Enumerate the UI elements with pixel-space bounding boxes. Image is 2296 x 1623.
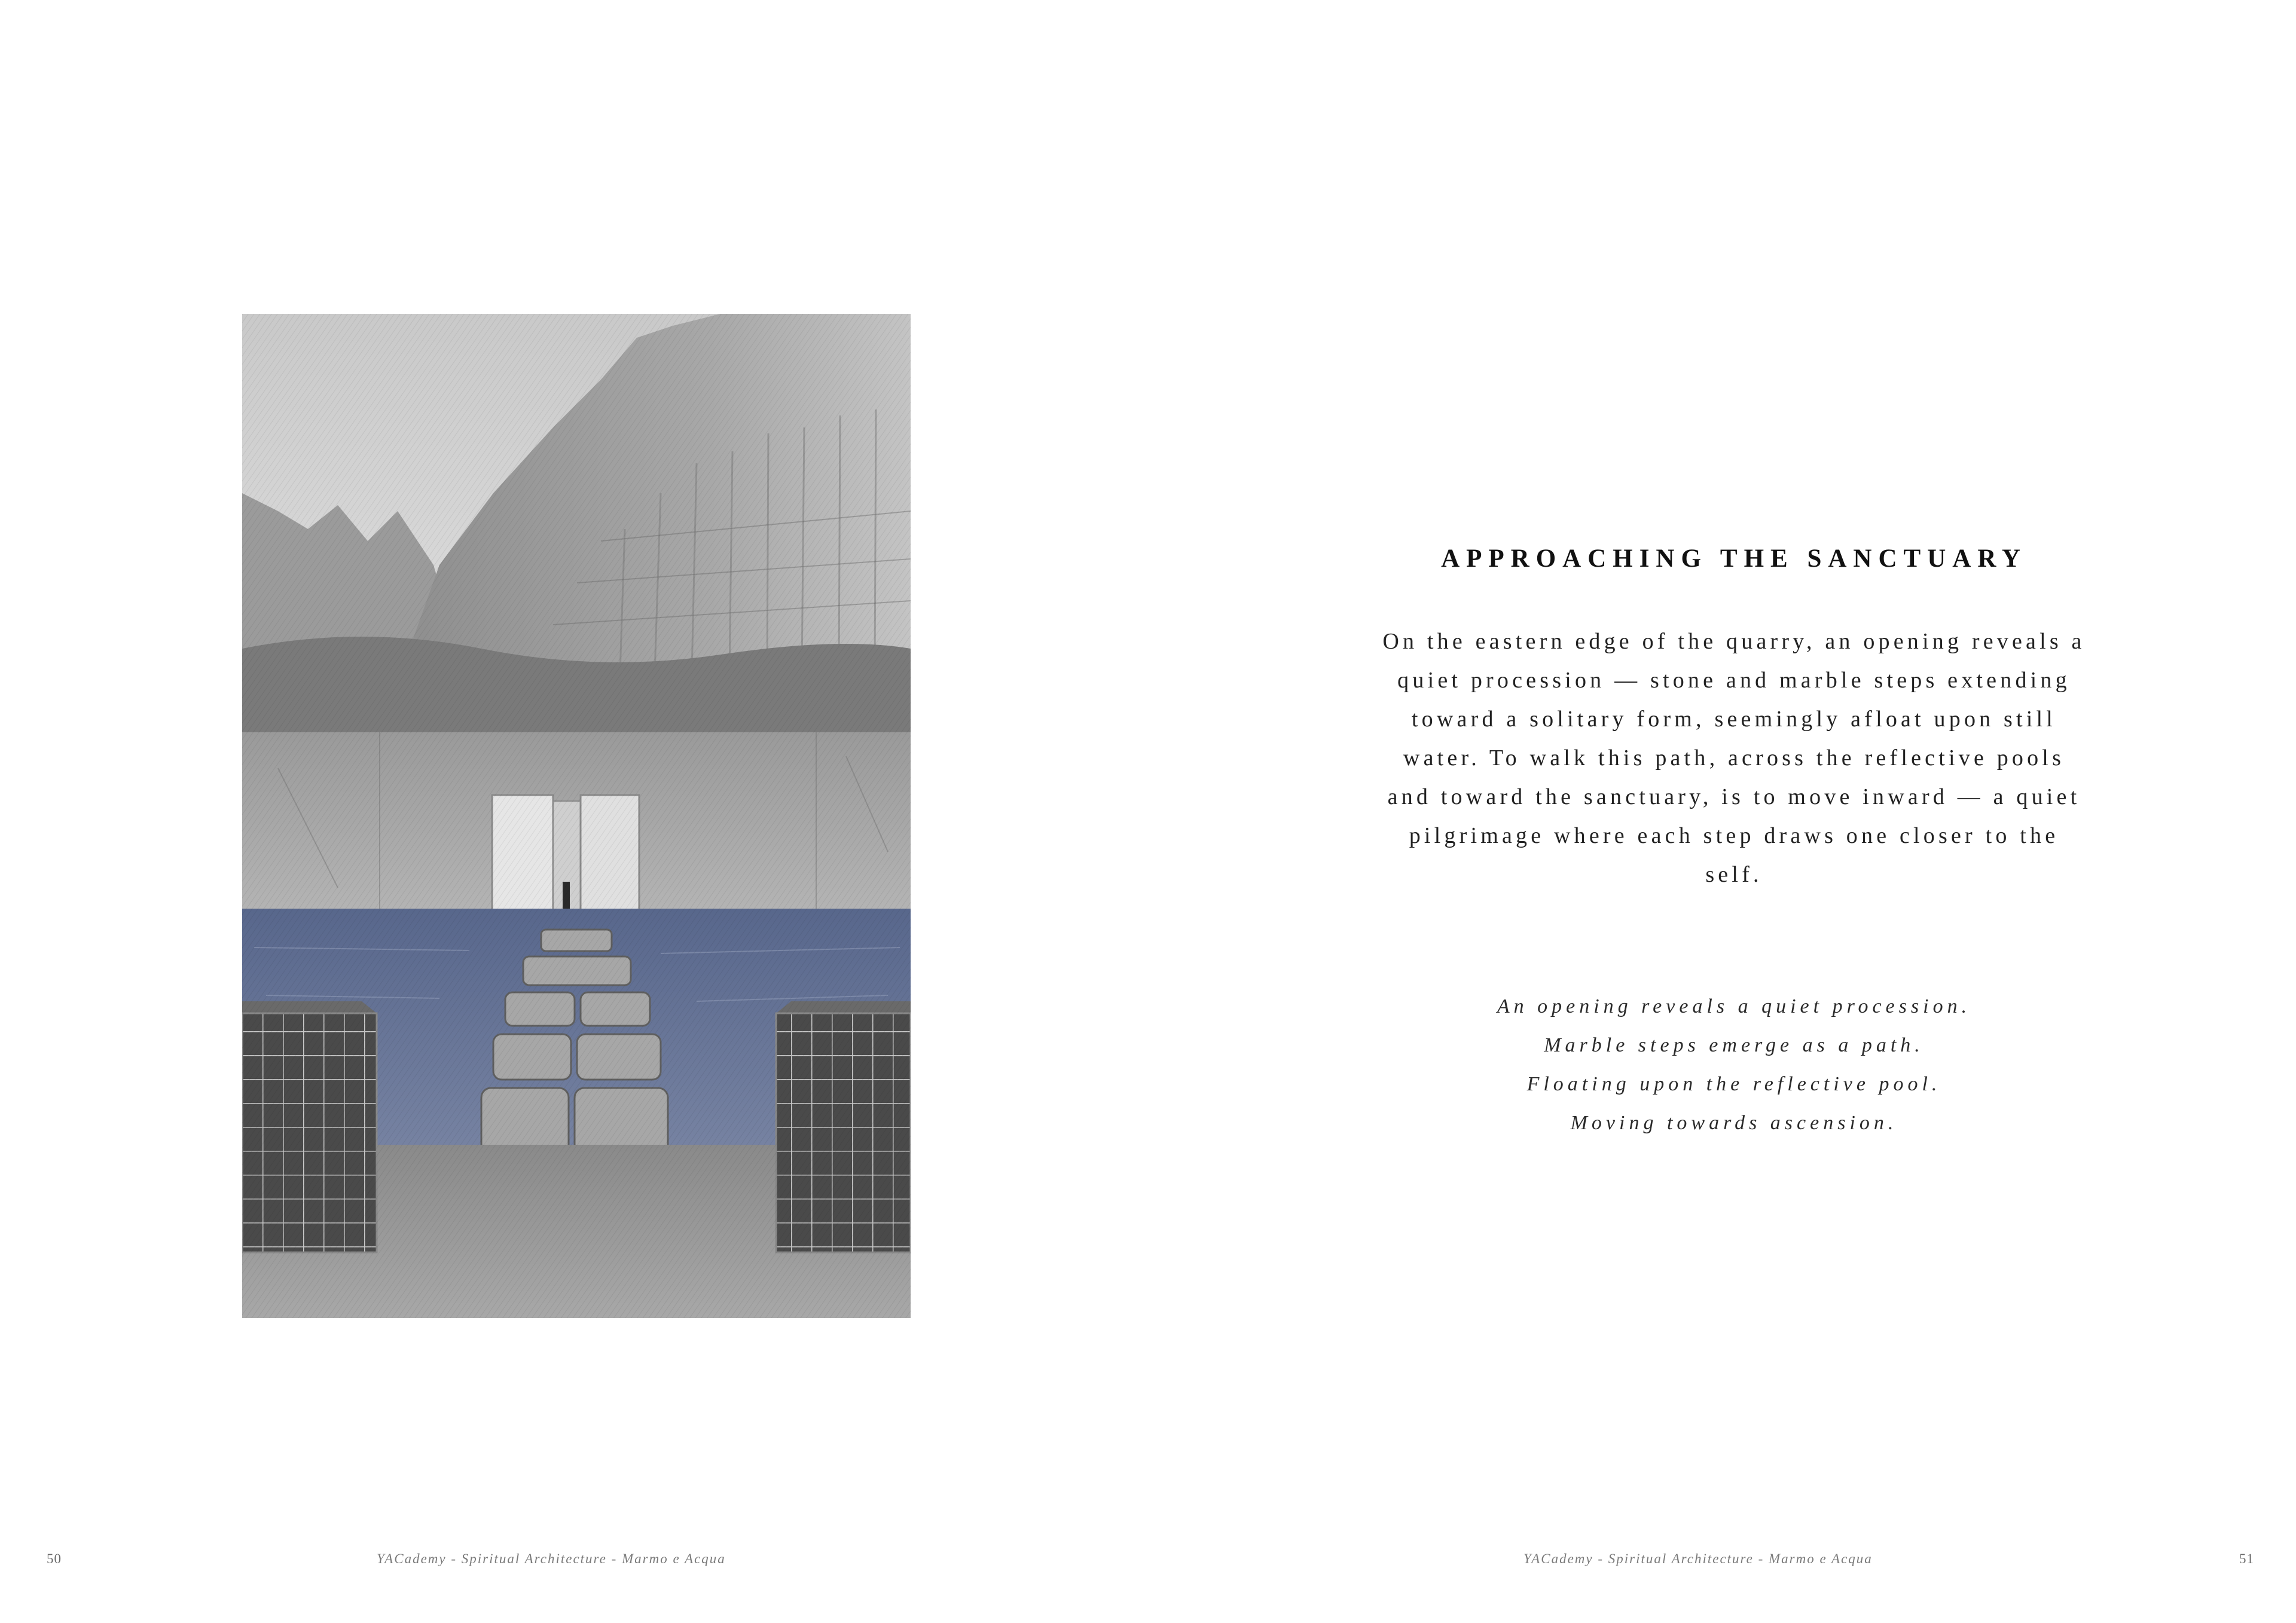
section-title: APPROACHING THE SANCTUARY	[1441, 545, 2027, 573]
poem-line: Moving towards ascension.	[1570, 1112, 1898, 1134]
running-footer-right: YACademy - Spiritual Architecture - Marmo e Acqua	[1523, 1551, 1873, 1566]
running-footer-left: YACademy - Spiritual Architecture - Marmo e Acqua	[377, 1551, 726, 1566]
poem-line: An opening reveals a quiet procession.	[1497, 995, 1971, 1017]
poem-stanza	[1369, 987, 2099, 1142]
poem-line: Marble steps emerge as a path.	[1544, 1034, 1924, 1056]
sanctuary-sketch-illustration	[242, 314, 911, 1318]
poem-line: Floating upon the reflective pool.	[1526, 1073, 1941, 1095]
page-number-right: 51	[2239, 1551, 2254, 1566]
text-block	[1369, 532, 2099, 1142]
body-paragraph: On the eastern edge of the quarry, an opening reveals a quiet procession — stone and marble steps extending toward a solitary form, seemingly afloat upon still water. To walk this path, across the reflective pools and toward the sanctuary, is to move inward — a quiet pilgrimage where each step draws one closer to the self.	[1382, 629, 2086, 887]
page-number-left: 50	[47, 1551, 62, 1566]
